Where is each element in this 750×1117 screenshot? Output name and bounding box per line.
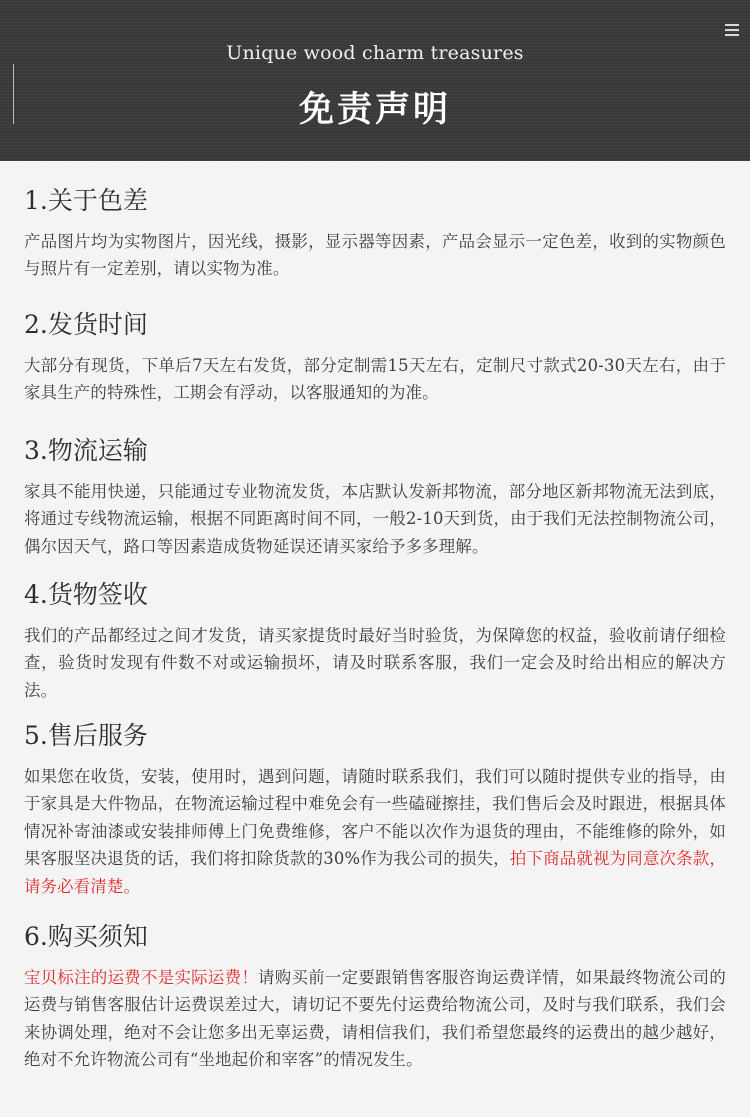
section-goods-receipt xyxy=(24,580,726,704)
page-header xyxy=(0,0,750,161)
section-body: 大部分有现货，下单后7天左右发货，部分定制需15天左右，定制尺寸款式20-30天左右，由于家具生产的特殊性，工期会有浮动，以客服通知的为准。 xyxy=(24,356,726,403)
section-title: 6.购买须知 xyxy=(24,922,148,951)
section-title: 2.发货时间 xyxy=(24,310,148,339)
section-logistics xyxy=(24,436,726,560)
section-body: 家具不能用快递，只能通过专业物流发货，本店默认发新邦物流，部分地区新邦物流无法到底，将通过专线物流运输，根据不同距离时间不同，一般2-10天到货，由于我们无法控制物流公司，偶尔因天气，路口等因素造成货物延误还请买家给予多多理解。 xyxy=(24,482,726,556)
section-body xyxy=(24,763,726,900)
section-title: 1.关于色差 xyxy=(24,186,148,215)
section-title: 4.货物签收 xyxy=(24,580,148,609)
section-delivery-time xyxy=(24,310,726,407)
section-highlight-text: 宝贝标注的运费不是实际运费！ xyxy=(24,968,259,987)
section-body: 我们的产品都经过之间才发货，请买家提货时最好当时验货，为保障您的权益，验收前请仔细检查，验货时发现有件数不对或运输损坏，请及时联系客服，我们一定会及时给出相应的解决方法。 xyxy=(24,626,726,700)
section-body xyxy=(24,964,726,1074)
section-body-text: 如果您在收货，安装，使用时，遇到问题，请随时联系我们，我们可以随时提供专业的指导，由于家具是大件物品，在物流运输过程中难免会有一些磕碰擦挂，我们售后会及时跟进，根据具体情况补寄油漆或安装排师傅上门免费维修，客户不能以次作为退货的理由，不能维修的除外，如果客服坚决退货的话，我们将扣除货款的30%作为我公司的损失， xyxy=(24,767,726,869)
section-body: 产品图片均为实物图片，因光线，摄影，显示器等因素，产品会显示一定色差，收到的实物颜色与照片有一定差别，请以实物为准。 xyxy=(24,232,726,279)
section-purchase-notes xyxy=(24,922,726,1074)
section-color-difference xyxy=(24,186,726,283)
section-body-text: 请购买前一定要跟销售客服咨询运费详情，如果最终物流公司的运费与销售客服估计运费误差过大，请切记不要先付运费给物流公司，及时与我们联系，我们会来协调处理，绝对不会让您多出无辜运费，请相信我们，我们希望您最终的运费出的越少越好，绝对不允许物流公司有“坐地起价和宰客”的情况发生。 xyxy=(24,968,726,1070)
section-highlight-text: 拍下商品就视为同意次条款，请务必看清楚。 xyxy=(24,849,726,896)
section-title: 3.物流运输 xyxy=(24,436,148,465)
hamburger-menu-icon[interactable] xyxy=(725,24,739,36)
page-title: 免责声明 xyxy=(298,89,451,130)
section-title: 5.售后服务 xyxy=(24,721,148,750)
header-subtitle: Unique wood charm treasures xyxy=(226,42,524,64)
section-after-sales xyxy=(24,721,726,900)
